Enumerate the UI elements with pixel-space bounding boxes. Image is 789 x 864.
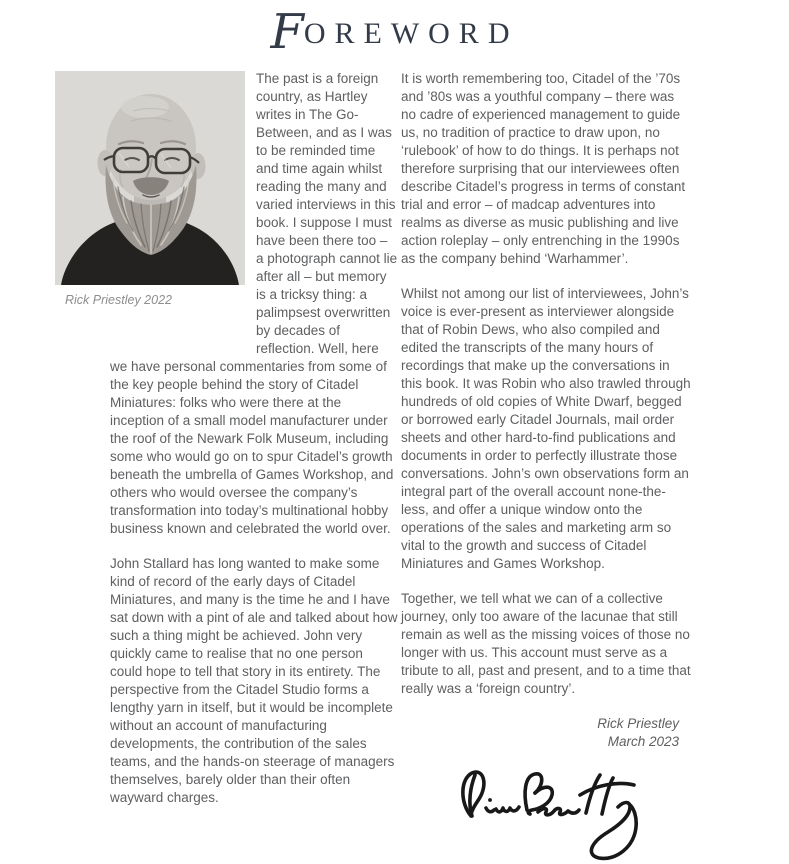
right-column: [401, 70, 691, 751]
right-paragraph-1: It is worth remembering too, Citadel of the ’70s and ’80s was a youthful company – there was no cadre of experienced management to guide us, no tradition of practice to draw upon, no ‘rulebook’ of how to do things. It is perhaps not therefore surprising that our interviewees often describe Citadel’s progress in terms of constant trial and error – of madcap adventures into realms as diverse as music publishing and live action roleplay – only entrenching in the 1990s as the company behind ‘Warhammer’.: [401, 71, 686, 266]
page-title-rest: OREWORD: [303, 17, 519, 50]
left-paragraph-1: The past is a foreign country, as Hartley writes in The Go-Between, and as I was to be reminded time and time again whilst reading the many and varied interviews in this book. I suppose I must have been there too – a photograph cannot lie after all – but memory is a tricksy thing: a palimpsest overwritten by decades of reflection. Well, here we have personal commentaries from some of the key people behind the story of Citadel Miniatures: folks who were there at the inception of a small model manufacturer under the roof of the Newark Folk Museum, including some who would go on to spur Citadel’s growth beneath the umbrella of Games Workshop, and others who would oversee the company’s transformation into today’s multinational hobby business known and celebrated the world over.: [110, 71, 398, 536]
left-paragraph-2: John Stallard has long wanted to make some kind of record of the early days of Citadel Miniatures, and many is the time he and I have sat down with a pint of ale and talked about how such a thing might be achieved. John very quickly came to realise that no one person could hope to tell that story in its entirety. The perspective from the Citadel Studio forms a lengthy yarn in itself, but it would be incomplete without an account of manufacturing developments, the contribution of the sales teams, and the hands-on steerage of managers themselves, barely older than their often wayward charges.: [110, 556, 398, 805]
page-title-initial: F: [270, 4, 304, 60]
signoff-date: March 2023: [607, 734, 679, 749]
signoff-name: Rick Priestley: [597, 716, 679, 731]
right-paragraph-2: Whilst not among our list of interviewees, John’s voice is ever-present as interviewer alongside that of Robin Dews, who also compiled and edited the transcripts of the many hours of recordings that make up the conversations in this book. It was Robin who also trawled through hundreds of old copies of White Dwarf, begged or borrowed early Citadel Journals, mail order sheets and other hard-to-find publications and documents in order to perfectly illustrate those conversations. John’s own observations form an integral part of the overall account none-the-less, and offer a unique window onto the operations of the sales and marketing arm so vital to the growth and success of Citadel Miniatures and Games Workshop.: [401, 286, 691, 571]
photo-caption: Rick Priestley 2022: [65, 293, 172, 307]
right-paragraph-3: Together, we tell what we can of a collective journey, only too aware of the lacunae that still remain as well as the missing voices of those no longer with us. This account must serve as a tribute to all, past and present, and to a time that really was a ‘foreign country’.: [401, 591, 691, 696]
left-column: [110, 70, 398, 824]
signature-rick-priestley: [440, 770, 680, 864]
photo-wrap-spacer: [110, 70, 256, 347]
signoff: [401, 715, 691, 751]
page-title: [0, 4, 789, 60]
